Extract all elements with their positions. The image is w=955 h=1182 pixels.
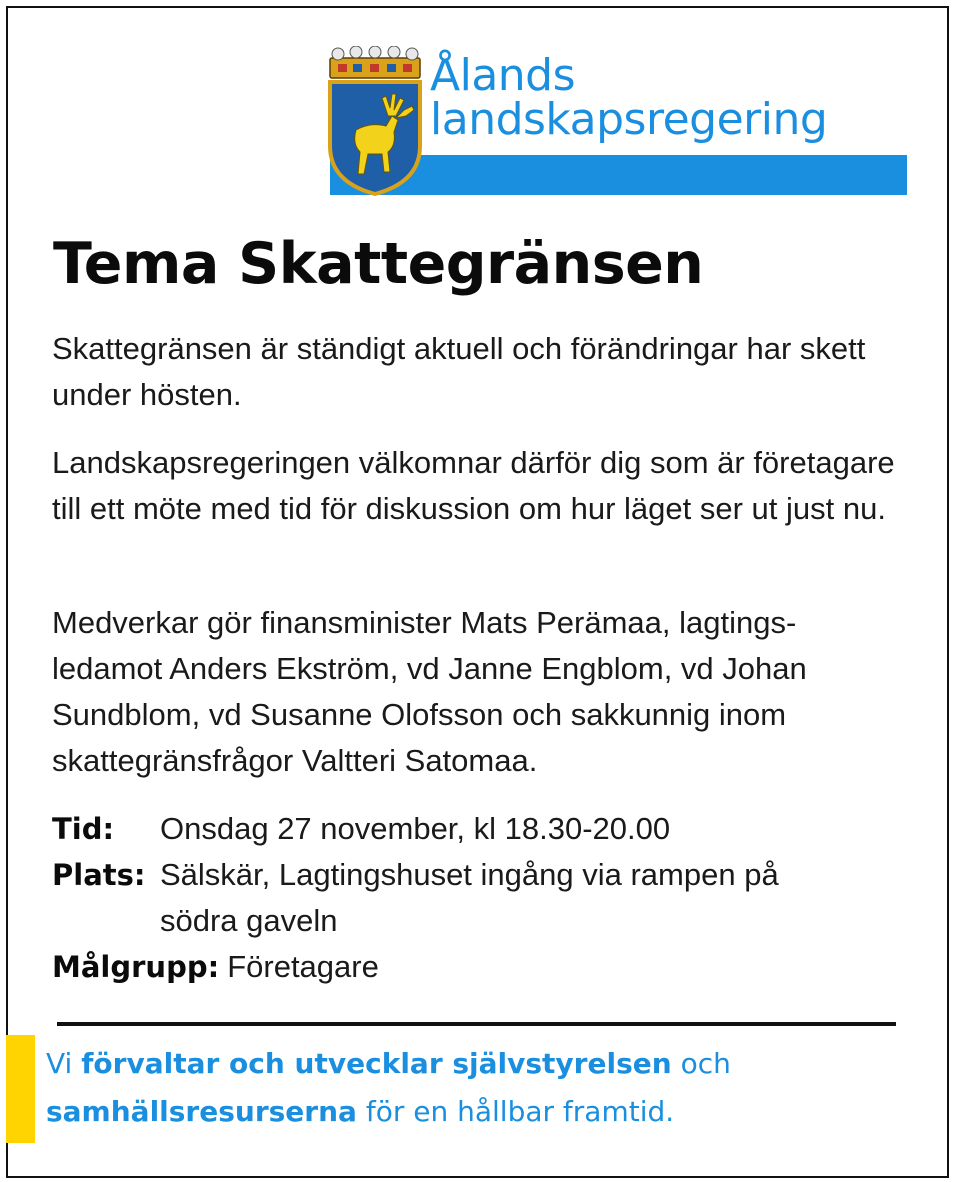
slogan-line-2 bbox=[46, 1088, 731, 1136]
time-row bbox=[52, 806, 902, 852]
footer-slogan bbox=[46, 1040, 731, 1136]
place-row bbox=[52, 852, 902, 944]
place-label: Plats: bbox=[52, 858, 146, 892]
slogan-part-2: förvaltar och utvecklar självstyrelsen bbox=[81, 1047, 672, 1080]
accent-bar bbox=[6, 1035, 35, 1143]
invitation-paragraph: Landskapsregeringen välkomnar därför dig som är företagare till ett möte med tid för diskussion om hur läget ser ut just nu. bbox=[52, 445, 895, 526]
event-details bbox=[52, 806, 902, 990]
slogan-line-1 bbox=[46, 1040, 731, 1088]
logo-line-1: Ålands bbox=[430, 50, 576, 101]
intro-paragraph: Skattegränsen är ständigt aktuell och förändringar har skett under hösten. bbox=[52, 331, 866, 412]
audience-row bbox=[52, 944, 902, 990]
coat-of-arms-icon bbox=[326, 46, 423, 196]
organization-logo bbox=[326, 46, 910, 198]
audience-label: Målgrupp: bbox=[52, 950, 220, 984]
time-value: Onsdag 27 november, kl 18.30-20.00 bbox=[160, 811, 671, 846]
divider bbox=[57, 1022, 896, 1026]
place-value: Sälskär, Lagtingshuset ingång via rampen på södra gaveln bbox=[160, 857, 779, 938]
audience-value: Företagare bbox=[227, 949, 379, 984]
page-title: Tema Skattegränsen bbox=[53, 231, 704, 297]
slogan-part-3: och bbox=[671, 1047, 731, 1080]
time-label: Tid: bbox=[52, 812, 115, 846]
slogan-part-1: Vi bbox=[46, 1047, 82, 1080]
logo-line-2: landskapsregering bbox=[430, 94, 828, 145]
slogan-part-5: för en hållbar framtid. bbox=[356, 1095, 675, 1128]
participants-paragraph: Medverkar gör finansminister Mats Perämaa, lagtings-ledamot Anders Ekström, vd Janne Engblom, vd Johan Sundblom, vd Susanne Olofsson och sakkunnig inom skattegränsfrågor Valtteri Satomaa. bbox=[52, 605, 807, 778]
logo-wordmark bbox=[430, 50, 828, 145]
slogan-part-4: samhällsresurserna bbox=[46, 1095, 357, 1128]
